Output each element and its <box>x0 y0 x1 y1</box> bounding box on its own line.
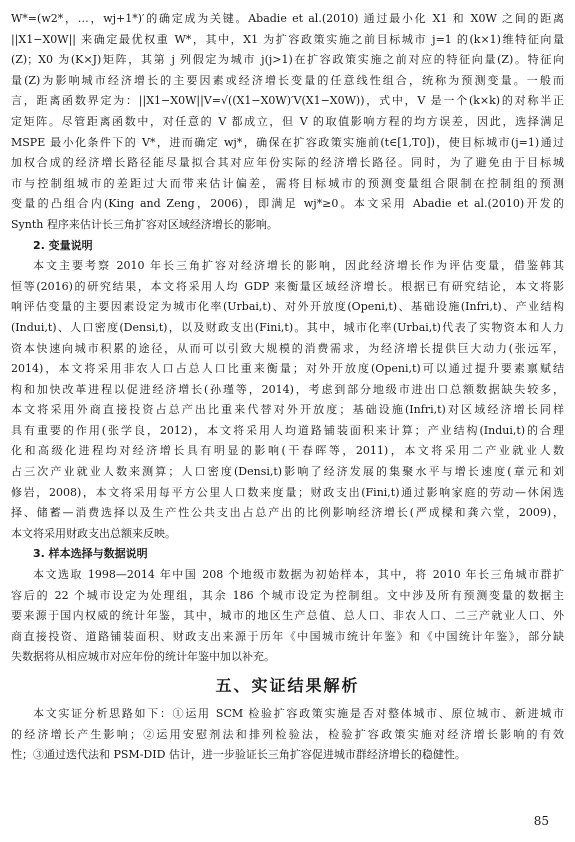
text-line: 修岩，2008)，本文将采用每平方公里人口数来度量；财政支出(Fini,t)通过影响家庭的劳动—休闲选 <box>11 485 564 499</box>
text-line: 要来源于国内权威的统计年鉴，其中，城市的地区生产总值、总人口、非农人口、二三产就业人口、外 <box>11 609 564 623</box>
text-line: 本文将采用外商直接投资占总产出比重来代替对外开放度；基础设施(Infri,t)对区域经济增长同样 <box>11 403 564 417</box>
text-line: (Z)；X0 为(K×J)矩阵，其第 j 列假定为城市 j(j>1)在扩容政策实施之前对应的特征向量(Z)。特征向 <box>11 53 564 67</box>
text-line: 本文主要考察 2010 年长三角扩容对经济增长的影响，因此经济增长作为评估变量，借鉴韩其 <box>33 259 564 273</box>
section-title: 五、实证结果解析 <box>215 676 360 695</box>
text-line: 加权合成的经济增长路径能尽量拟合其对应年份实际的经济增长路径。同时，为了避免由于目标城 <box>11 156 564 170</box>
text-line: 化和高级化进程均对经济增长具有明显的影响(干春晖等，2011)，本文将采用二产业就业人数 <box>11 444 564 458</box>
text-column <box>11 9 564 766</box>
paragraph-scm-method <box>11 9 564 236</box>
text-line: 市与控制组城市的差距过大而带来估计偏差，需将目标城市的预测变量组合限制在控制组的预测 <box>11 176 564 190</box>
text-line: 具有重要的作用(张学良，2012)，本文将采用人均道路铺装面积来计算；产业结构(Indui,t)的合理 <box>11 423 564 437</box>
paragraph-analysis-plan <box>11 704 564 766</box>
text-line: ||X1−X0W|| 来确定最优权重 W*，其中，X1 为扩容政策实施之前目标城市 j=1 的(k×1)维特征向量 <box>11 32 564 46</box>
text-line: 占三次产业就业人数来测算；人口密度(Densi,t)影响了经济发展的集聚水平与增长速度(章元和刘 <box>11 465 564 479</box>
text-line: 资本快速向城市积累的途径，从而可以引致大规模的消费需求，为经济增长提供巨大动力(张远军， <box>11 341 564 355</box>
text-line: W*=(w2*，…，wj+1*)′的确定成为关键。Abadie et al.(2010) 通过最小化 X1 和 X0W 之间的距离 <box>11 12 564 25</box>
text-line: Synth 程序来估计长三角扩容对区域经济增长的影响。 <box>11 217 278 231</box>
text-line: 言，距离函数界定为：||X1−X0W||V=√((X1−X0W)′V(X1−X0W))，式中，V 是一个(k×k)的对称半正 <box>11 94 564 108</box>
text-line: 本文实证分析思路如下：①运用 SCM 检验扩容政策实施是否对整体城市、原位城市、新进城市 <box>33 707 564 720</box>
text-line: 容后的 22 个城市设定为处理组，其余 186 个城市设定为控制组。文中涉及所有预测变量的数据主 <box>11 588 564 602</box>
text-line: 性；③通过迭代法和 PSM-DID 估计，进一步验证长三角扩容促进城市群经济增长的稳健性。 <box>11 748 466 762</box>
text-line: 量(Z)为影响城市经济增长的主要因素或经济增长变量的任意线性组合，统称为预测变量。一般而 <box>11 73 564 87</box>
heading-variable-description: 2. 变量说明 <box>33 238 93 252</box>
text-line: 本文将采用财政支出总额来反映。 <box>11 526 176 540</box>
text-line: 择、储蓄—消费选择以及生产性公共支出占总产出的比例影响经济增长(严成樑和龚六堂，2009)， <box>11 506 564 520</box>
paragraph-variables <box>11 256 564 544</box>
paragraph-sample <box>11 565 564 668</box>
page-number: 85 <box>533 814 549 828</box>
text-line: 响评估变量的主要因素设定为城市化率(Urbai,t)、对外开放度(Openi,t)、基础设施(Infri,t)、产业结构 <box>11 300 564 314</box>
text-line: 构和加快改革进程以促进经济增长(孙瑾等，2014)，考虑到部分地级市进出口总额数据缺失较多， <box>11 382 564 396</box>
text-line: 恒等(2016)的研究结果，本文将采用人均 GDP 来衡量区域经济增长。根据已有研究结论，本文将影 <box>11 279 564 293</box>
text-line: 本文选取 1998—2014 年中国 208 个地级市数据为初始样本，其中，将 2010 年长三角城市群扩 <box>33 568 564 582</box>
text-line: (Indui,t)、人口密度(Densi,t)，以及财政支出(Fini,t)。其中，城市化率(Urbai,t)代表了实物资本和人力 <box>11 320 564 334</box>
text-line: 定矩阵。尽管距离函数中，对任意的 V 都成立，但 V 的取值影响方程的均方误差，因此，选择满足 <box>11 114 564 128</box>
text-line: MSPE 最小化条件下的 V*，进而确定 wj*，确保在扩容政策实施前(t∈[1,T0])，使目标城市(j=1)通过 <box>11 135 564 149</box>
text-line: 变量的凸组合内(King and Zeng，2006)，即满足 wj*≥0。本文采用 Abadie et al.(2010)开发的 <box>11 197 564 211</box>
text-line: 商直接投资、道路铺装面积、财政支出来源于历年《中国城市统计年鉴》和《中国统计年鉴》，部分缺 <box>11 629 564 643</box>
heading-sample-selection: 3. 样本选择与数据说明 <box>33 547 148 561</box>
text-line: 2014)，本文将采用非农人口占总人口比重来衡量；对外开放度(Openi,t)可以通过提升要素禀赋结 <box>11 362 564 376</box>
text-line: 失数据将从相应城市对应年份的统计年鉴中加以补充。 <box>11 650 275 664</box>
text-line: 的经济增长产生影响；②运用安慰剂法和排列检验法，检验扩容政策实施对经济增长影响的有效 <box>11 727 564 741</box>
